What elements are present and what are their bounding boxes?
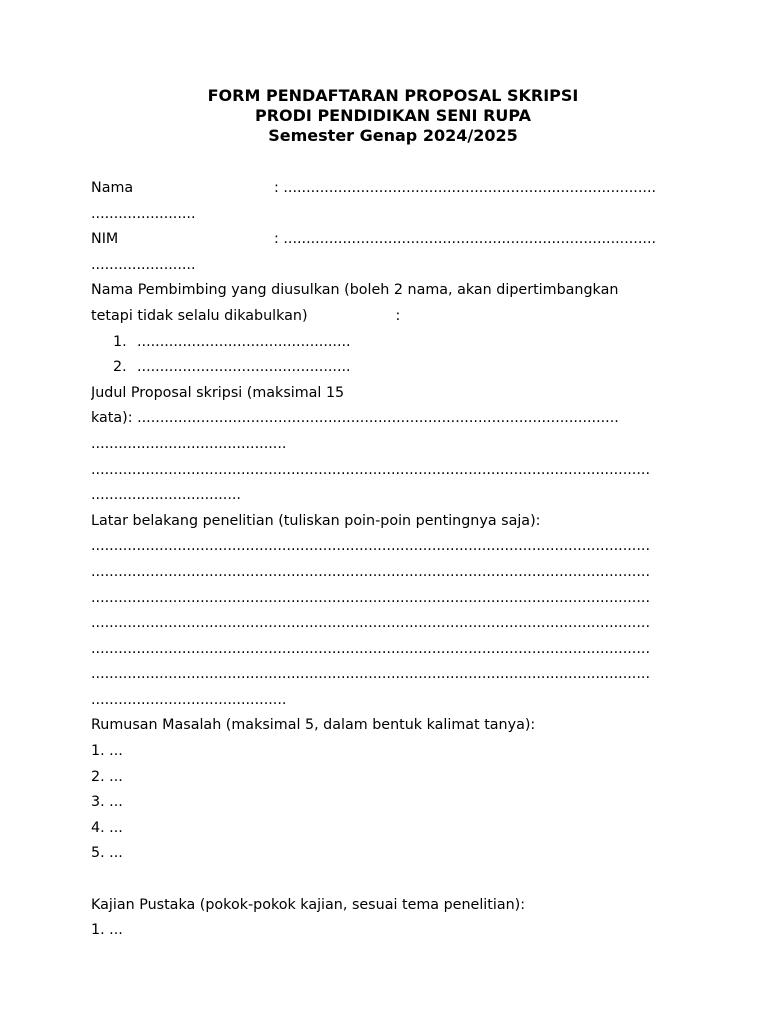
rumusan-item[interactable]: 4. ... [91,819,123,836]
rumusan-item[interactable]: 2. ... [91,768,123,785]
nama-label: Nama [91,180,134,196]
nim-field-row [91,227,697,253]
judul-label-line2[interactable]: kata): .......................................................................................................... [91,410,619,427]
latar-dots-line[interactable]: ........................................................................................................................... [91,666,650,683]
blank-line [91,867,697,893]
form-body [91,176,697,944]
rumusan-item[interactable]: 1. ... [91,743,123,760]
nama-dots-continued[interactable]: ....................... [91,205,196,222]
pembimbing-item-dots[interactable]: ............................................... [137,333,351,350]
latar-dots-line[interactable]: ........................................................................................................................... [91,640,650,657]
pembimbing-item-number: 1. [113,333,127,350]
judul-label-line1: Judul Proposal skripsi (maksimal 15 [91,384,345,401]
nim-colon: : [274,231,279,248]
pembimbing-colon: : [395,307,401,324]
rumusan-label: Rumusan Masalah (maksimal 5, dalam bentuk kalimat tanya): [91,717,536,734]
nama-colon: : [274,180,279,196]
kajian-item[interactable]: 1. ... [91,922,123,939]
nama-field-row [91,176,697,202]
latar-dots-line[interactable]: ........................................................................................................................... [91,615,650,632]
pembimbing-item [91,355,697,381]
latar-label: Latar belakang penelitian (tuliskan poin-poin pentingnya saja): [91,512,541,529]
nim-label: NIM [91,231,119,248]
title-line-2: PRODI PENDIDIKAN SENI RUPA [254,106,532,125]
pembimbing-label-line2 [91,304,697,330]
latar-dots-line[interactable]: ........................................................................................................................... [91,589,650,606]
rumusan-item[interactable]: 3. ... [91,794,123,811]
title-line-3: Semester Genap 2024/2025 [268,126,518,145]
judul-dots-line4[interactable]: ........................................................................................................................... [91,461,650,478]
nim-dots[interactable]: .................................................................................. [283,231,657,248]
pembimbing-item-dots[interactable]: ............................................... [137,359,351,376]
latar-dots-line[interactable]: ........................................................................................................................... [91,563,650,580]
form-title [0,86,768,146]
latar-dots-line[interactable]: ........................................................................................................................... [91,538,650,555]
pembimbing-label-line1: Nama Pembimbing yang diusulkan (boleh 2 nama, akan dipertimbangkan [91,282,619,299]
rumusan-item[interactable]: 5. ... [91,845,123,862]
pembimbing-item [91,330,697,356]
pembimbing-label-text: tetapi tidak selalu dikabulkan) [91,307,308,324]
nim-dots-continued[interactable]: ....................... [91,256,196,273]
nama-dots[interactable]: .................................................................................. [283,180,657,196]
title-line-1: FORM PENDAFTARAN PROPOSAL SKRIPSI [207,86,579,105]
latar-dots-line[interactable]: ........................................... [91,691,287,708]
pembimbing-item-number: 2. [113,359,127,376]
kajian-label: Kajian Pustaka (pokok-pokok kajian, sesuai tema penelitian): [91,896,526,913]
judul-dots-line5[interactable]: ................................. [91,487,241,504]
judul-dots-line3[interactable]: ........................................... [91,435,287,452]
